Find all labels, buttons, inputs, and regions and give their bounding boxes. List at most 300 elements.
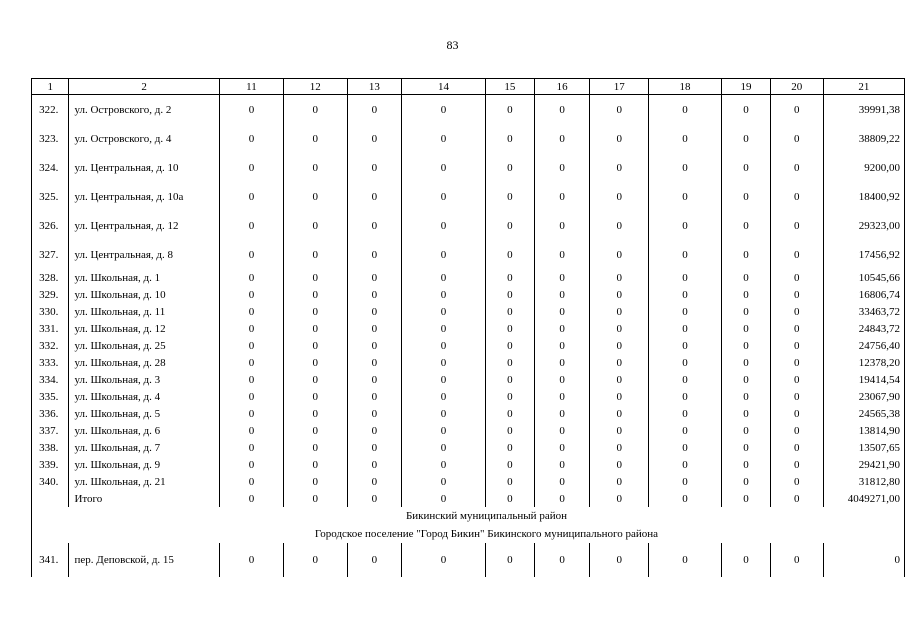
value-cell: 0 — [347, 320, 402, 337]
value-cell: 0 — [485, 354, 534, 371]
value-cell: 0 — [402, 269, 486, 286]
value-cell: 0 — [402, 354, 486, 371]
value-cell: 0 — [770, 388, 823, 405]
value-cell: 0 — [347, 456, 402, 473]
value-cell: 0 — [284, 371, 347, 388]
value-cell: 0 — [770, 153, 823, 182]
value-cell: 0 — [402, 337, 486, 354]
value-cell: 0 — [590, 95, 649, 125]
value-cell: 0 — [485, 286, 534, 303]
value-cell: 0 — [485, 124, 534, 153]
value-cell: 0 — [402, 473, 486, 490]
value-cell: 0 — [648, 422, 721, 439]
value-cell: 0 — [485, 439, 534, 456]
value-cell: 0 — [534, 95, 590, 125]
value-cell: 0 — [534, 388, 590, 405]
value-cell: 0 — [534, 371, 590, 388]
sum-cell: 24843,72 — [823, 320, 904, 337]
value-cell: 0 — [219, 543, 283, 577]
value-cell: 0 — [485, 240, 534, 269]
row-number: 334. — [32, 371, 69, 388]
value-cell: 0 — [219, 405, 283, 422]
value-cell: 0 — [648, 303, 721, 320]
section-district: Бикинский муниципальный район — [69, 507, 905, 525]
value-cell: 0 — [590, 124, 649, 153]
value-cell: 0 — [534, 303, 590, 320]
column-header: 2 — [69, 79, 219, 95]
sum-cell: 24565,38 — [823, 405, 904, 422]
value-cell: 0 — [284, 269, 347, 286]
value-cell: 0 — [722, 405, 771, 422]
sum-cell: 10545,66 — [823, 269, 904, 286]
value-cell: 0 — [722, 269, 771, 286]
value-cell: 0 — [648, 124, 721, 153]
value-cell: 0 — [722, 153, 771, 182]
value-cell: 0 — [485, 490, 534, 507]
table-row — [32, 439, 905, 456]
value-cell: 0 — [402, 182, 486, 211]
value-cell: 0 — [347, 286, 402, 303]
value-cell: 0 — [648, 354, 721, 371]
column-header: 12 — [284, 79, 347, 95]
value-cell: 0 — [402, 490, 486, 507]
value-cell: 0 — [722, 303, 771, 320]
table-row — [32, 153, 905, 182]
address-cell: ул. Островского, д. 4 — [69, 124, 219, 153]
value-cell: 0 — [770, 439, 823, 456]
table-row — [32, 422, 905, 439]
value-cell: 0 — [722, 240, 771, 269]
value-cell: 0 — [770, 405, 823, 422]
value-cell: 0 — [284, 124, 347, 153]
table-row — [32, 337, 905, 354]
value-cell: 0 — [722, 371, 771, 388]
value-cell: 0 — [402, 405, 486, 422]
value-cell: 0 — [590, 269, 649, 286]
value-cell: 0 — [219, 320, 283, 337]
value-cell: 0 — [284, 473, 347, 490]
value-cell: 0 — [347, 490, 402, 507]
value-cell: 0 — [770, 337, 823, 354]
table-row — [32, 124, 905, 153]
value-cell: 0 — [534, 473, 590, 490]
value-cell: 0 — [534, 269, 590, 286]
value-cell: 0 — [590, 320, 649, 337]
sum-cell: 17456,92 — [823, 240, 904, 269]
value-cell: 0 — [347, 543, 402, 577]
value-cell: 0 — [648, 371, 721, 388]
table-row — [32, 354, 905, 371]
sum-cell: 13814,90 — [823, 422, 904, 439]
column-header: 13 — [347, 79, 402, 95]
value-cell: 0 — [485, 371, 534, 388]
value-cell: 0 — [347, 337, 402, 354]
address-cell: ул. Школьная, д. 21 — [69, 473, 219, 490]
value-cell: 0 — [402, 422, 486, 439]
value-cell: 0 — [590, 153, 649, 182]
column-header: 15 — [485, 79, 534, 95]
row-number: 335. — [32, 388, 69, 405]
table-row — [32, 303, 905, 320]
address-cell: ул. Центральная, д. 10а — [69, 182, 219, 211]
value-cell: 0 — [534, 240, 590, 269]
value-cell: 0 — [590, 371, 649, 388]
sum-cell: 23067,90 — [823, 388, 904, 405]
address-cell: ул. Школьная, д. 1 — [69, 269, 219, 286]
row-number: 328. — [32, 269, 69, 286]
sum-cell: 19414,54 — [823, 371, 904, 388]
value-cell: 0 — [722, 354, 771, 371]
address-cell: ул. Центральная, д. 10 — [69, 153, 219, 182]
table-row — [32, 405, 905, 422]
value-cell: 0 — [219, 269, 283, 286]
value-cell: 0 — [590, 543, 649, 577]
value-cell: 0 — [402, 303, 486, 320]
value-cell: 0 — [770, 371, 823, 388]
sum-cell: 0 — [823, 543, 904, 577]
value-cell: 0 — [219, 286, 283, 303]
address-cell: ул. Школьная, д. 3 — [69, 371, 219, 388]
value-cell: 0 — [770, 182, 823, 211]
value-cell: 0 — [648, 286, 721, 303]
value-cell: 0 — [590, 439, 649, 456]
value-cell: 0 — [590, 211, 649, 240]
value-cell: 0 — [402, 320, 486, 337]
value-cell: 0 — [219, 456, 283, 473]
value-cell: 0 — [722, 473, 771, 490]
value-cell: 0 — [347, 240, 402, 269]
value-cell: 0 — [534, 153, 590, 182]
value-cell: 0 — [485, 182, 534, 211]
table-row — [32, 371, 905, 388]
value-cell: 0 — [485, 473, 534, 490]
column-header: 21 — [823, 79, 904, 95]
value-cell: 0 — [485, 320, 534, 337]
value-cell: 0 — [284, 337, 347, 354]
value-cell: 0 — [770, 456, 823, 473]
row-number-cell — [32, 490, 69, 507]
value-cell: 0 — [284, 388, 347, 405]
table-row — [32, 182, 905, 211]
value-cell: 0 — [347, 269, 402, 286]
column-header: 17 — [590, 79, 649, 95]
value-cell: 0 — [402, 456, 486, 473]
sum-cell: 38809,22 — [823, 124, 904, 153]
row-number: 325. — [32, 182, 69, 211]
table-row — [32, 269, 905, 286]
column-header: 20 — [770, 79, 823, 95]
value-cell: 0 — [284, 303, 347, 320]
value-cell: 0 — [402, 543, 486, 577]
row-number: 340. — [32, 473, 69, 490]
value-cell: 0 — [648, 211, 721, 240]
value-cell: 0 — [284, 153, 347, 182]
value-cell: 0 — [770, 543, 823, 577]
row-number: 326. — [32, 211, 69, 240]
value-cell: 0 — [219, 303, 283, 320]
address-cell: ул. Школьная, д. 25 — [69, 337, 219, 354]
row-number: 322. — [32, 95, 69, 125]
value-cell: 0 — [219, 211, 283, 240]
sum-cell: 24756,40 — [823, 337, 904, 354]
value-cell: 0 — [590, 337, 649, 354]
address-cell: ул. Школьная, д. 6 — [69, 422, 219, 439]
sum-cell: 4049271,00 — [823, 490, 904, 507]
table-row — [32, 240, 905, 269]
value-cell: 0 — [402, 124, 486, 153]
value-cell: 0 — [534, 354, 590, 371]
section-settlement: Городское поселение "Город Бикин" Бикинского муниципального района — [69, 525, 905, 543]
value-cell: 0 — [347, 303, 402, 320]
value-cell: 0 — [590, 286, 649, 303]
value-cell: 0 — [485, 422, 534, 439]
row-number: 333. — [32, 354, 69, 371]
value-cell: 0 — [722, 124, 771, 153]
value-cell: 0 — [770, 320, 823, 337]
value-cell: 0 — [284, 95, 347, 125]
value-cell: 0 — [485, 337, 534, 354]
value-cell: 0 — [648, 269, 721, 286]
value-cell: 0 — [648, 456, 721, 473]
value-cell: 0 — [219, 95, 283, 125]
value-cell: 0 — [284, 405, 347, 422]
value-cell: 0 — [648, 490, 721, 507]
value-cell: 0 — [402, 211, 486, 240]
sum-cell: 18400,92 — [823, 182, 904, 211]
address-cell: ул. Центральная, д. 12 — [69, 211, 219, 240]
section-district-row — [32, 507, 905, 525]
address-cell: ул. Школьная, д. 5 — [69, 405, 219, 422]
value-cell: 0 — [722, 95, 771, 125]
value-cell: 0 — [219, 240, 283, 269]
value-cell: 0 — [770, 240, 823, 269]
value-cell: 0 — [284, 240, 347, 269]
value-cell: 0 — [219, 124, 283, 153]
value-cell: 0 — [485, 211, 534, 240]
value-cell: 0 — [534, 182, 590, 211]
total-label: Итого — [69, 490, 219, 507]
value-cell: 0 — [722, 456, 771, 473]
value-cell: 0 — [770, 473, 823, 490]
address-cell: ул. Островского, д. 2 — [69, 95, 219, 125]
value-cell: 0 — [534, 405, 590, 422]
value-cell: 0 — [590, 303, 649, 320]
value-cell: 0 — [648, 153, 721, 182]
value-cell: 0 — [648, 543, 721, 577]
value-cell: 0 — [284, 211, 347, 240]
sum-cell: 9200,00 — [823, 153, 904, 182]
value-cell: 0 — [347, 405, 402, 422]
table-row — [32, 388, 905, 405]
row-number: 332. — [32, 337, 69, 354]
value-cell: 0 — [219, 439, 283, 456]
value-cell: 0 — [648, 182, 721, 211]
value-cell: 0 — [347, 124, 402, 153]
value-cell: 0 — [402, 240, 486, 269]
value-cell: 0 — [590, 456, 649, 473]
value-cell: 0 — [485, 456, 534, 473]
value-cell: 0 — [770, 124, 823, 153]
sum-cell: 16806,74 — [823, 286, 904, 303]
row-number: 336. — [32, 405, 69, 422]
value-cell: 0 — [485, 303, 534, 320]
column-header: 14 — [402, 79, 486, 95]
value-cell: 0 — [590, 388, 649, 405]
sum-cell: 12378,20 — [823, 354, 904, 371]
value-cell: 0 — [648, 439, 721, 456]
row-number: 339. — [32, 456, 69, 473]
value-cell: 0 — [534, 422, 590, 439]
value-cell: 0 — [284, 182, 347, 211]
value-cell: 0 — [770, 269, 823, 286]
value-cell: 0 — [402, 371, 486, 388]
value-cell: 0 — [770, 422, 823, 439]
value-cell: 0 — [722, 320, 771, 337]
value-cell: 0 — [722, 286, 771, 303]
value-cell: 0 — [722, 182, 771, 211]
value-cell: 0 — [219, 337, 283, 354]
table-row — [32, 211, 905, 240]
value-cell: 0 — [347, 95, 402, 125]
address-cell: ул. Школьная, д. 10 — [69, 286, 219, 303]
value-cell: 0 — [648, 240, 721, 269]
value-cell: 0 — [219, 153, 283, 182]
value-cell: 0 — [590, 490, 649, 507]
sum-cell: 39991,38 — [823, 95, 904, 125]
value-cell: 0 — [770, 211, 823, 240]
value-cell: 0 — [485, 388, 534, 405]
value-cell: 0 — [284, 286, 347, 303]
value-cell: 0 — [590, 240, 649, 269]
table-row — [32, 473, 905, 490]
page-number: 83 — [446, 38, 459, 52]
value-cell: 0 — [534, 337, 590, 354]
value-cell: 0 — [770, 303, 823, 320]
value-cell: 0 — [402, 388, 486, 405]
value-cell: 0 — [648, 320, 721, 337]
value-cell: 0 — [347, 439, 402, 456]
sum-cell: 29421,90 — [823, 456, 904, 473]
value-cell: 0 — [648, 337, 721, 354]
value-cell: 0 — [590, 405, 649, 422]
value-cell: 0 — [485, 543, 534, 577]
value-cell: 0 — [402, 439, 486, 456]
address-cell: ул. Школьная, д. 12 — [69, 320, 219, 337]
empty-cell — [32, 507, 69, 525]
row-number: 324. — [32, 153, 69, 182]
value-cell: 0 — [219, 422, 283, 439]
value-cell: 0 — [347, 422, 402, 439]
value-cell: 0 — [347, 473, 402, 490]
row-number: 327. — [32, 240, 69, 269]
value-cell: 0 — [722, 543, 771, 577]
value-cell: 0 — [534, 439, 590, 456]
value-cell: 0 — [347, 371, 402, 388]
value-cell: 0 — [284, 422, 347, 439]
column-header: 16 — [534, 79, 590, 95]
value-cell: 0 — [648, 95, 721, 125]
value-cell: 0 — [284, 354, 347, 371]
value-cell: 0 — [485, 95, 534, 125]
value-cell: 0 — [534, 286, 590, 303]
value-cell: 0 — [648, 473, 721, 490]
value-cell: 0 — [590, 354, 649, 371]
value-cell: 0 — [722, 337, 771, 354]
total-row — [32, 490, 905, 507]
empty-cell — [32, 525, 69, 543]
value-cell: 0 — [284, 439, 347, 456]
value-cell: 0 — [219, 473, 283, 490]
address-cell: пер. Деповской, д. 15 — [69, 543, 219, 577]
value-cell: 0 — [485, 269, 534, 286]
row-number: 329. — [32, 286, 69, 303]
value-cell: 0 — [284, 543, 347, 577]
value-cell: 0 — [219, 354, 283, 371]
value-cell: 0 — [722, 388, 771, 405]
row-number: 338. — [32, 439, 69, 456]
address-cell: ул. Школьная, д. 9 — [69, 456, 219, 473]
address-cell: ул. Школьная, д. 7 — [69, 439, 219, 456]
value-cell: 0 — [485, 153, 534, 182]
value-cell: 0 — [722, 422, 771, 439]
row-number: 341. — [32, 543, 69, 577]
value-cell: 0 — [534, 211, 590, 240]
value-cell: 0 — [219, 371, 283, 388]
value-cell: 0 — [770, 286, 823, 303]
sum-cell: 31812,80 — [823, 473, 904, 490]
value-cell: 0 — [219, 490, 283, 507]
address-cell: ул. Центральная, д. 8 — [69, 240, 219, 269]
value-cell: 0 — [284, 320, 347, 337]
row-number: 337. — [32, 422, 69, 439]
table-row — [32, 543, 905, 577]
value-cell: 0 — [770, 95, 823, 125]
address-cell: ул. Школьная, д. 11 — [69, 303, 219, 320]
value-cell: 0 — [648, 388, 721, 405]
column-header: 19 — [722, 79, 771, 95]
address-cell: ул. Школьная, д. 4 — [69, 388, 219, 405]
sum-cell: 13507,65 — [823, 439, 904, 456]
table-row — [32, 286, 905, 303]
row-number: 323. — [32, 124, 69, 153]
value-cell: 0 — [284, 456, 347, 473]
value-cell: 0 — [347, 354, 402, 371]
section-settlement-row — [32, 525, 905, 543]
value-cell: 0 — [402, 153, 486, 182]
column-header: 18 — [648, 79, 721, 95]
value-cell: 0 — [347, 182, 402, 211]
value-cell: 0 — [534, 490, 590, 507]
value-cell: 0 — [534, 124, 590, 153]
value-cell: 0 — [219, 182, 283, 211]
value-cell: 0 — [770, 490, 823, 507]
sum-cell: 33463,72 — [823, 303, 904, 320]
value-cell: 0 — [590, 182, 649, 211]
address-cell: ул. Школьная, д. 28 — [69, 354, 219, 371]
value-cell: 0 — [722, 211, 771, 240]
value-cell: 0 — [284, 490, 347, 507]
value-cell: 0 — [534, 543, 590, 577]
value-cell: 0 — [648, 405, 721, 422]
value-cell: 0 — [722, 490, 771, 507]
header-row — [32, 79, 905, 95]
value-cell: 0 — [722, 439, 771, 456]
sum-cell: 29323,00 — [823, 211, 904, 240]
column-header: 11 — [219, 79, 283, 95]
value-cell: 0 — [347, 153, 402, 182]
value-cell: 0 — [402, 95, 486, 125]
value-cell: 0 — [770, 354, 823, 371]
